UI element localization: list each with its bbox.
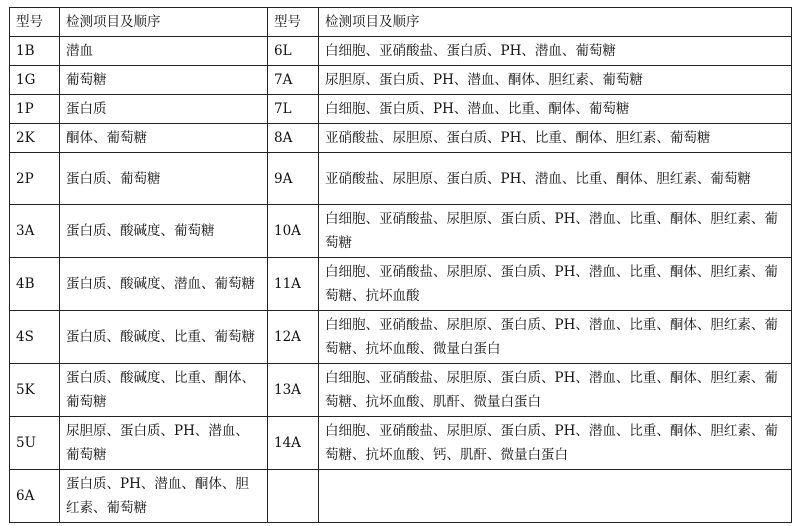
header-items-right: 检测项目及顺序	[319, 8, 792, 37]
model-cell: 4S	[10, 311, 60, 364]
model-cell	[268, 470, 319, 523]
model-cell: 2K	[10, 124, 60, 153]
items-cell: 酮体、葡萄糖	[60, 124, 268, 153]
items-cell: 白细胞、亚硝酸盐、尿胆原、蛋白质、PH、潜血、比重、酮体、胆红素、葡萄糖、抗坏血酸、钙、肌酐、微量白蛋白	[319, 417, 792, 470]
model-cell: 14A	[268, 417, 319, 470]
model-cell: 10A	[268, 205, 319, 258]
table-row	[10, 311, 792, 364]
table-row	[10, 95, 792, 124]
items-cell: 亚硝酸盐、尿胆原、蛋白质、PH、潜血、比重、酮体、胆红素、葡萄糖	[319, 153, 792, 205]
header-items-left: 检测项目及顺序	[60, 8, 268, 37]
items-cell: 白细胞、亚硝酸盐、蛋白质、PH、潜血、葡萄糖	[319, 37, 792, 66]
header-model-left: 型号	[10, 8, 60, 37]
items-cell: 蛋白质、葡萄糖	[60, 153, 268, 205]
items-cell: 蛋白质、酸碱度、比重、葡萄糖	[60, 311, 268, 364]
model-cell: 6L	[268, 37, 319, 66]
items-cell: 蛋白质、酸碱度、比重、酮体、葡萄糖	[60, 364, 268, 417]
table-row	[10, 153, 792, 205]
table-row	[10, 66, 792, 95]
model-cell: 7L	[268, 95, 319, 124]
test-items-table	[9, 7, 792, 523]
model-cell: 8A	[268, 124, 319, 153]
model-cell: 7A	[268, 66, 319, 95]
model-cell: 5K	[10, 364, 60, 417]
items-cell	[319, 470, 792, 523]
table-header-row	[10, 8, 792, 37]
model-cell: 4B	[10, 258, 60, 311]
model-cell: 5U	[10, 417, 60, 470]
items-cell: 白细胞、亚硝酸盐、尿胆原、蛋白质、PH、潜血、比重、酮体、胆红素、葡萄糖、抗坏血酸、肌酐、微量白蛋白	[319, 364, 792, 417]
items-cell: 白细胞、亚硝酸盐、尿胆原、蛋白质、PH、潜血、比重、酮体、胆红素、葡萄糖、抗坏血酸	[319, 258, 792, 311]
items-cell: 白细胞、亚硝酸盐、尿胆原、蛋白质、PH、潜血、比重、酮体、胆红素、葡萄糖	[319, 205, 792, 258]
items-cell: 蛋白质	[60, 95, 268, 124]
model-cell: 13A	[268, 364, 319, 417]
items-cell: 蛋白质、PH、潜血、酮体、胆红素、葡萄糖	[60, 470, 268, 523]
table-row	[10, 37, 792, 66]
model-cell: 12A	[268, 311, 319, 364]
table-row	[10, 124, 792, 153]
model-cell: 1P	[10, 95, 60, 124]
model-cell: 9A	[268, 153, 319, 205]
items-cell: 葡萄糖	[60, 66, 268, 95]
table-row	[10, 258, 792, 311]
items-cell: 尿胆原、蛋白质、PH、潜血、酮体、胆红素、葡萄糖	[319, 66, 792, 95]
items-cell: 白细胞、蛋白质、PH、潜血、比重、酮体、葡萄糖	[319, 95, 792, 124]
items-cell: 尿胆原、蛋白质、PH、潜血、葡萄糖	[60, 417, 268, 470]
model-cell: 2P	[10, 153, 60, 205]
items-cell: 蛋白质、酸碱度、潜血、葡萄糖	[60, 258, 268, 311]
table-row	[10, 470, 792, 523]
table-row	[10, 417, 792, 470]
model-cell: 6A	[10, 470, 60, 523]
model-cell: 3A	[10, 205, 60, 258]
model-cell: 1B	[10, 37, 60, 66]
items-cell: 亚硝酸盐、尿胆原、蛋白质、PH、比重、酮体、胆红素、葡萄糖	[319, 124, 792, 153]
items-cell: 潜血	[60, 37, 268, 66]
items-cell: 蛋白质、酸碱度、葡萄糖	[60, 205, 268, 258]
model-cell: 11A	[268, 258, 319, 311]
table-row	[10, 205, 792, 258]
table-row	[10, 364, 792, 417]
items-cell: 白细胞、亚硝酸盐、尿胆原、蛋白质、PH、潜血、比重、酮体、胆红素、葡萄糖、抗坏血酸、微量白蛋白	[319, 311, 792, 364]
header-model-right: 型号	[268, 8, 319, 37]
model-cell: 1G	[10, 66, 60, 95]
